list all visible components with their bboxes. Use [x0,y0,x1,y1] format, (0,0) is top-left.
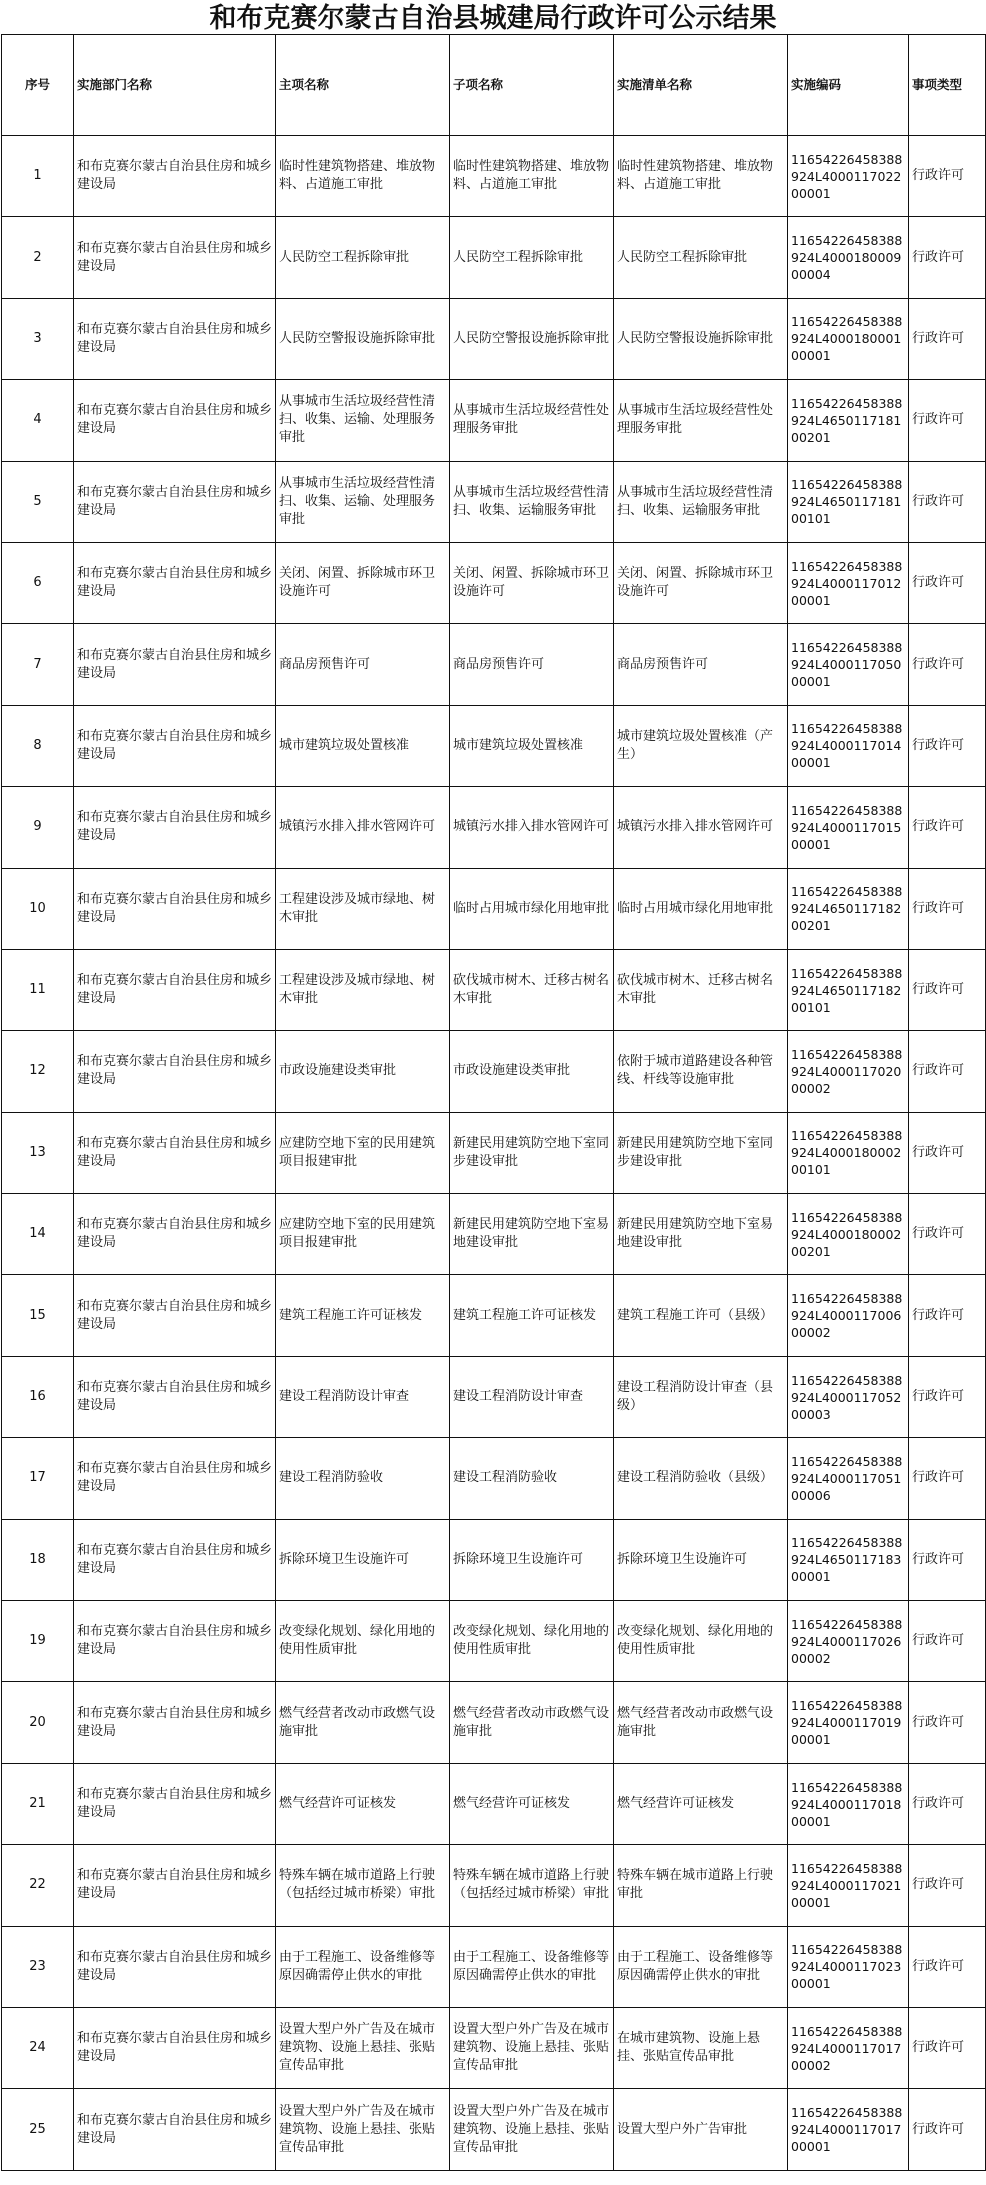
cell-list: 城市建筑垃圾处置核准（产生） [614,705,788,786]
cell-main: 建设工程消防验收 [276,1438,450,1519]
table-row [2,1275,986,1356]
table-row [2,787,986,868]
cell-type: 行政许可 [909,868,986,949]
table-row [2,2007,986,2088]
cell-no: 17 [2,1438,74,1519]
cell-list: 改变绿化规划、绿化用地的使用性质审批 [614,1601,788,1682]
cell-no: 15 [2,1275,74,1356]
cell-sub: 城镇污水排入排水管网许可 [450,787,614,868]
cell-list: 人民防空警报设施拆除审批 [614,298,788,379]
cell-type: 行政许可 [909,1438,986,1519]
cell-sub: 特殊车辆在城市道路上行驶（包括经过城市桥梁）审批 [450,1845,614,1926]
table-row [2,1112,986,1193]
cell-main: 应建防空地下室的民用建筑项目报建审批 [276,1112,450,1193]
table-row [2,2089,986,2170]
cell-code: 11654226458388924L400011701500001 [788,787,909,868]
cell-dept: 和布克赛尔蒙古自治县住房和城乡建设局 [74,1682,276,1763]
cell-code: 11654226458388924L400011705200003 [788,1356,909,1437]
cell-dept: 和布克赛尔蒙古自治县住房和城乡建设局 [74,705,276,786]
cell-sub: 人民防空工程拆除审批 [450,217,614,298]
cell-no: 2 [2,217,74,298]
cell-type: 行政许可 [909,1031,986,1112]
cell-type: 行政许可 [909,1275,986,1356]
cell-code: 11654226458388924L400018000200201 [788,1194,909,1275]
cell-list: 临时性建筑物搭建、堆放物料、占道施工审批 [614,136,788,217]
cell-dept: 和布克赛尔蒙古自治县住房和城乡建设局 [74,380,276,461]
header-list: 实施清单名称 [614,35,788,136]
cell-main: 城市建筑垃圾处置核准 [276,705,450,786]
cell-dept: 和布克赛尔蒙古自治县住房和城乡建设局 [74,298,276,379]
cell-sub: 城市建筑垃圾处置核准 [450,705,614,786]
cell-no: 7 [2,624,74,705]
header-sub: 子项名称 [450,35,614,136]
cell-dept: 和布克赛尔蒙古自治县住房和城乡建设局 [74,1926,276,2007]
cell-sub: 砍伐城市树木、迁移古树名木审批 [450,949,614,1030]
cell-dept: 和布克赛尔蒙古自治县住房和城乡建设局 [74,1031,276,1112]
cell-list: 临时占用城市绿化用地审批 [614,868,788,949]
cell-dept: 和布克赛尔蒙古自治县住房和城乡建设局 [74,1112,276,1193]
cell-sub: 由于工程施工、设备维修等原因确需停止供水的审批 [450,1926,614,2007]
cell-list: 燃气经营者改动市政燃气设施审批 [614,1682,788,1763]
cell-main: 燃气经营许可证核发 [276,1763,450,1844]
cell-dept: 和布克赛尔蒙古自治县住房和城乡建设局 [74,787,276,868]
cell-main: 关闭、闲置、拆除城市环卫设施许可 [276,542,450,623]
cell-no: 13 [2,1112,74,1193]
cell-dept: 和布克赛尔蒙古自治县住房和城乡建设局 [74,868,276,949]
cell-sub: 市政设施建设类审批 [450,1031,614,1112]
cell-code: 11654226458388924L400011702600002 [788,1601,909,1682]
cell-type: 行政许可 [909,1926,986,2007]
cell-type: 行政许可 [909,1682,986,1763]
cell-type: 行政许可 [909,624,986,705]
cell-type: 行政许可 [909,1194,986,1275]
table-row [2,868,986,949]
table-row [2,1682,986,1763]
table-row [2,217,986,298]
cell-list: 建设工程消防设计审查（县级） [614,1356,788,1437]
cell-type: 行政许可 [909,1519,986,1600]
cell-dept: 和布克赛尔蒙古自治县住房和城乡建设局 [74,136,276,217]
cell-no: 3 [2,298,74,379]
cell-type: 行政许可 [909,298,986,379]
cell-sub: 建设工程消防验收 [450,1438,614,1519]
cell-dept: 和布克赛尔蒙古自治县住房和城乡建设局 [74,1845,276,1926]
cell-sub: 临时性建筑物搭建、堆放物料、占道施工审批 [450,136,614,217]
cell-main: 工程建设涉及城市绿地、树木审批 [276,949,450,1030]
cell-sub: 燃气经营者改动市政燃气设施审批 [450,1682,614,1763]
cell-code: 11654226458388924L400011702100001 [788,1845,909,1926]
cell-main: 由于工程施工、设备维修等原因确需停止供水的审批 [276,1926,450,2007]
cell-type: 行政许可 [909,542,986,623]
cell-type: 行政许可 [909,787,986,868]
cell-code: 11654226458388924L465011718200101 [788,949,909,1030]
cell-code: 11654226458388924L465011718200201 [788,868,909,949]
cell-no: 20 [2,1682,74,1763]
cell-main: 商品房预售许可 [276,624,450,705]
table-row [2,1763,986,1844]
cell-main: 临时性建筑物搭建、堆放物料、占道施工审批 [276,136,450,217]
cell-main: 应建防空地下室的民用建筑项目报建审批 [276,1194,450,1275]
cell-no: 9 [2,787,74,868]
header-type: 事项类型 [909,35,986,136]
cell-list: 设置大型户外广告审批 [614,2089,788,2170]
cell-dept: 和布克赛尔蒙古自治县住房和城乡建设局 [74,624,276,705]
cell-dept: 和布克赛尔蒙古自治县住房和城乡建设局 [74,217,276,298]
table-row [2,461,986,542]
cell-list: 燃气经营许可证核发 [614,1763,788,1844]
cell-dept: 和布克赛尔蒙古自治县住房和城乡建设局 [74,542,276,623]
cell-sub: 从事城市生活垃圾经营性清扫、收集、运输服务审批 [450,461,614,542]
cell-type: 行政许可 [909,2089,986,2170]
cell-list: 在城市建筑物、设施上悬挂、张贴宣传品审批 [614,2007,788,2088]
table-row [2,949,986,1030]
cell-no: 16 [2,1356,74,1437]
cell-code: 11654226458388924L400018000900004 [788,217,909,298]
cell-dept: 和布克赛尔蒙古自治县住房和城乡建设局 [74,1763,276,1844]
cell-main: 建设工程消防设计审查 [276,1356,450,1437]
cell-code: 11654226458388924L400011705000001 [788,624,909,705]
cell-type: 行政许可 [909,217,986,298]
cell-code: 11654226458388924L400011702200001 [788,136,909,217]
cell-sub: 拆除环境卫生设施许可 [450,1519,614,1600]
cell-main: 城镇污水排入排水管网许可 [276,787,450,868]
cell-dept: 和布克赛尔蒙古自治县住房和城乡建设局 [74,1275,276,1356]
cell-code: 11654226458388924L400011701700001 [788,2089,909,2170]
cell-list: 新建民用建筑防空地下室易地建设审批 [614,1194,788,1275]
cell-main: 建筑工程施工许可证核发 [276,1275,450,1356]
cell-main: 改变绿化规划、绿化用地的使用性质审批 [276,1601,450,1682]
cell-type: 行政许可 [909,2007,986,2088]
cell-sub: 新建民用建筑防空地下室同步建设审批 [450,1112,614,1193]
cell-dept: 和布克赛尔蒙古自治县住房和城乡建设局 [74,1356,276,1437]
cell-list: 商品房预售许可 [614,624,788,705]
table-row [2,1194,986,1275]
cell-dept: 和布克赛尔蒙古自治县住房和城乡建设局 [74,1194,276,1275]
permit-table [1,34,986,2171]
cell-main: 设置大型户外广告及在城市建筑物、设施上悬挂、张贴宣传品审批 [276,2007,450,2088]
cell-code: 11654226458388924L400011705100006 [788,1438,909,1519]
table-header-row [2,35,986,136]
cell-sub: 燃气经营许可证核发 [450,1763,614,1844]
cell-no: 10 [2,868,74,949]
cell-main: 工程建设涉及城市绿地、树木审批 [276,868,450,949]
cell-code: 11654226458388924L465011718100201 [788,380,909,461]
cell-list: 城镇污水排入排水管网许可 [614,787,788,868]
cell-sub: 人民防空警报设施拆除审批 [450,298,614,379]
cell-code: 11654226458388924L400011702000002 [788,1031,909,1112]
table-row [2,298,986,379]
cell-no: 18 [2,1519,74,1600]
header-main: 主项名称 [276,35,450,136]
cell-code: 11654226458388924L465011718100101 [788,461,909,542]
cell-type: 行政许可 [909,1601,986,1682]
cell-sub: 新建民用建筑防空地下室易地建设审批 [450,1194,614,1275]
cell-main: 特殊车辆在城市道路上行驶（包括经过城市桥梁）审批 [276,1845,450,1926]
cell-dept: 和布克赛尔蒙古自治县住房和城乡建设局 [74,1601,276,1682]
cell-code: 11654226458388924L400011701700002 [788,2007,909,2088]
cell-list: 从事城市生活垃圾经营性处理服务审批 [614,380,788,461]
cell-dept: 和布克赛尔蒙古自治县住房和城乡建设局 [74,2089,276,2170]
table-row [2,624,986,705]
table-row [2,1926,986,2007]
table-body [2,136,986,2171]
cell-sub: 关闭、闲置、拆除城市环卫设施许可 [450,542,614,623]
table-row [2,1601,986,1682]
cell-type: 行政许可 [909,705,986,786]
cell-no: 4 [2,380,74,461]
cell-list: 从事城市生活垃圾经营性清扫、收集、运输服务审批 [614,461,788,542]
cell-no: 24 [2,2007,74,2088]
cell-dept: 和布克赛尔蒙古自治县住房和城乡建设局 [74,2007,276,2088]
cell-list: 特殊车辆在城市道路上行驶审批 [614,1845,788,1926]
table-row [2,1031,986,1112]
cell-code: 11654226458388924L400018000100001 [788,298,909,379]
cell-list: 砍伐城市树木、迁移古树名木审批 [614,949,788,1030]
cell-code: 11654226458388924L400011702300001 [788,1926,909,2007]
cell-sub: 建筑工程施工许可证核发 [450,1275,614,1356]
cell-type: 行政许可 [909,136,986,217]
table-row [2,705,986,786]
cell-sub: 商品房预售许可 [450,624,614,705]
cell-code: 11654226458388924L400011701400001 [788,705,909,786]
cell-list: 建筑工程施工许可（县级） [614,1275,788,1356]
cell-sub: 从事城市生活垃圾经营性处理服务审批 [450,380,614,461]
cell-main: 人民防空工程拆除审批 [276,217,450,298]
cell-type: 行政许可 [909,1356,986,1437]
cell-type: 行政许可 [909,1112,986,1193]
cell-no: 19 [2,1601,74,1682]
table-row [2,1845,986,1926]
header-no: 序号 [2,35,74,136]
cell-no: 1 [2,136,74,217]
cell-main: 燃气经营者改动市政燃气设施审批 [276,1682,450,1763]
cell-type: 行政许可 [909,949,986,1030]
table-row [2,1519,986,1600]
cell-type: 行政许可 [909,380,986,461]
header-code: 实施编码 [788,35,909,136]
document-title: 和布克赛尔蒙古自治县城建局行政许可公示结果 [209,3,777,34]
cell-code: 11654226458388924L400011701800001 [788,1763,909,1844]
cell-list: 关闭、闲置、拆除城市环卫设施许可 [614,542,788,623]
cell-list: 由于工程施工、设备维修等原因确需停止供水的审批 [614,1926,788,2007]
cell-no: 21 [2,1763,74,1844]
cell-list: 人民防空工程拆除审批 [614,217,788,298]
cell-sub: 改变绿化规划、绿化用地的使用性质审批 [450,1601,614,1682]
cell-no: 5 [2,461,74,542]
cell-sub: 设置大型户外广告及在城市建筑物、设施上悬挂、张贴宣传品审批 [450,2007,614,2088]
cell-no: 8 [2,705,74,786]
cell-code: 11654226458388924L400018000200101 [788,1112,909,1193]
cell-main: 从事城市生活垃圾经营性清扫、收集、运输、处理服务审批 [276,380,450,461]
cell-no: 11 [2,949,74,1030]
cell-list: 建设工程消防验收（县级） [614,1438,788,1519]
cell-type: 行政许可 [909,461,986,542]
cell-sub: 建设工程消防设计审查 [450,1356,614,1437]
cell-main: 人民防空警报设施拆除审批 [276,298,450,379]
cell-no: 25 [2,2089,74,2170]
table-row [2,1356,986,1437]
cell-dept: 和布克赛尔蒙古自治县住房和城乡建设局 [74,1438,276,1519]
cell-sub: 设置大型户外广告及在城市建筑物、设施上悬挂、张贴宣传品审批 [450,2089,614,2170]
table-row [2,542,986,623]
cell-no: 14 [2,1194,74,1275]
table-row [2,1438,986,1519]
cell-code: 11654226458388924L400011701200001 [788,542,909,623]
cell-list: 新建民用建筑防空地下室同步建设审批 [614,1112,788,1193]
cell-type: 行政许可 [909,1845,986,1926]
cell-main: 设置大型户外广告及在城市建筑物、设施上悬挂、张贴宣传品审批 [276,2089,450,2170]
cell-main: 拆除环境卫生设施许可 [276,1519,450,1600]
cell-code: 11654226458388924L465011718300001 [788,1519,909,1600]
cell-list: 依附于城市道路建设各种管线、杆线等设施审批 [614,1031,788,1112]
cell-code: 11654226458388924L400011701900001 [788,1682,909,1763]
table-row [2,380,986,461]
cell-no: 12 [2,1031,74,1112]
cell-no: 23 [2,1926,74,2007]
cell-type: 行政许可 [909,1763,986,1844]
cell-sub: 临时占用城市绿化用地审批 [450,868,614,949]
cell-no: 22 [2,1845,74,1926]
cell-dept: 和布克赛尔蒙古自治县住房和城乡建设局 [74,949,276,1030]
cell-dept: 和布克赛尔蒙古自治县住房和城乡建设局 [74,1519,276,1600]
table-row [2,136,986,217]
cell-dept: 和布克赛尔蒙古自治县住房和城乡建设局 [74,461,276,542]
cell-no: 6 [2,542,74,623]
cell-code: 11654226458388924L400011700600002 [788,1275,909,1356]
cell-main: 市政设施建设类审批 [276,1031,450,1112]
cell-main: 从事城市生活垃圾经营性清扫、收集、运输、处理服务审批 [276,461,450,542]
header-dept: 实施部门名称 [74,35,276,136]
cell-list: 拆除环境卫生设施许可 [614,1519,788,1600]
